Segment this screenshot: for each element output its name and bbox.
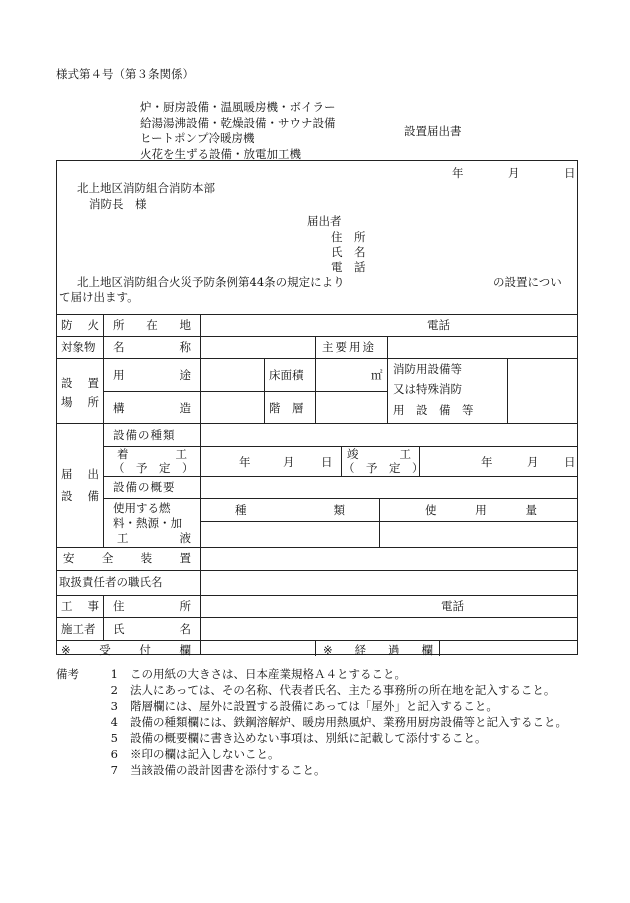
completion-label: 竣 工	[347, 447, 411, 461]
structure-label: 構 造	[113, 401, 191, 415]
use-label: 用 途	[113, 368, 191, 382]
notes: 備考 1 この用紙の大きさは、日本産業規格Ａ４とすること。 2 法人にあっては、その名称、代表者氏名、主たる事務所の所在地を記入すること。 3 階層欄には、屋外に設置する設備にあっては「屋外」と記入すること。 4 設備の種類欄には、鉄鋼溶解炉、暖房用熱風炉、業務用厨房設備等と記入すること。 5 設備の概要欄に書き込めない事項は、別紙に記載して添付すること。 6 ※印の欄は記入しないこと。 7 当該設備の設計図書を添付すること。	[56, 666, 586, 778]
overview-label: 設備の概要	[113, 480, 176, 494]
note-item: この用紙の大きさは、日本産業規格Ａ４とすること。	[130, 667, 406, 681]
subject-line: ヒートポンプ冷暖房機	[140, 131, 255, 145]
note-item: 設備の種類欄には、鉄鋼溶解炉、暖房用熱風炉、業務用厨房設備等と記入すること。	[130, 715, 567, 729]
contractor-name-label: 氏 名	[113, 622, 191, 636]
note-item: ※印の欄は記入しないこと。	[130, 747, 280, 761]
applicant-address[interactable]: 住 所	[331, 230, 366, 244]
addressee-chief: 消防長 様	[89, 197, 147, 211]
floor-area-label: 床面積	[269, 368, 304, 382]
note-item: 当該設備の設計図書を添付すること。	[130, 763, 326, 777]
site-label-2: 場 所	[61, 395, 99, 409]
subject-lines	[140, 100, 336, 162]
sqm-unit: ㎡	[371, 368, 383, 382]
completion-month[interactable]: 月	[527, 455, 539, 469]
contractor-phone-label: 電話	[441, 599, 464, 613]
manager-label: 取扱責任者の職氏名	[59, 575, 163, 589]
progress-label: ※ 経 過 欄	[323, 643, 433, 657]
fuel-label-3: 工 液	[117, 531, 191, 545]
completion-planned: （ 予 定 ）	[343, 461, 424, 475]
name-label: 名 称	[113, 340, 191, 354]
notes-heading: 備考	[56, 667, 79, 681]
applicant-phone[interactable]: 電 話	[331, 260, 366, 274]
fire-equipment-label-2: 又は特殊消防	[393, 382, 462, 396]
start-year[interactable]: 年	[239, 455, 251, 469]
fire-equipment-label-3: 用 設 備 等	[393, 403, 474, 417]
completion-year[interactable]: 年	[481, 455, 493, 469]
date-day[interactable]: 日	[564, 166, 576, 180]
subject-line: 火花を生ずる設備・放電加工機	[140, 146, 301, 161]
date-month[interactable]: 月	[508, 166, 520, 180]
target-label-2: 対象物	[61, 340, 96, 354]
body-line1: 北上地区消防組合火災予防条例第44条の規定により	[77, 275, 345, 289]
reception-label: ※ 受 付 欄	[61, 643, 191, 657]
kind-header: 種 類	[235, 503, 345, 517]
target-label: 防 火	[61, 318, 99, 332]
device-type-label: 設備の種類	[113, 428, 176, 442]
contractor-address-label: 住 所	[113, 599, 191, 613]
subject-line: 炉・厨房設備・温風暖房機・ボイラー	[140, 100, 336, 114]
device-label-2: 設 備	[61, 489, 99, 503]
note-item: 階層欄には、屋外に設置する設備にあっては「屋外」と記入すること。	[130, 699, 498, 713]
note-item: 設備の概要欄に書き込めない事項は、別紙に記載して添付すること。	[130, 731, 487, 745]
floors-label: 階 層	[269, 401, 304, 415]
device-label: 届 出	[61, 467, 99, 481]
target-phone-label: 電話	[427, 318, 450, 332]
start-day[interactable]: 日	[321, 455, 333, 469]
date-year[interactable]: 年	[452, 166, 464, 180]
usage-amount-header: 使 用 量	[425, 503, 537, 517]
completion-day[interactable]: 日	[564, 455, 576, 469]
fuel-label-1: 使用する燃	[113, 501, 171, 515]
addressee-org: 北上地区消防組合消防本部	[77, 181, 215, 195]
site-label: 設 置	[61, 376, 99, 390]
location-label: 所 在 地	[113, 318, 191, 332]
note-item: 法人にあっては、その名称、代表者氏名、主たる事務所の所在地を記入すること。	[130, 683, 556, 697]
contractor-label: 工 事	[61, 599, 99, 613]
contractor-label-2: 施工者	[61, 622, 96, 636]
safety-label: 安 全 装 置	[63, 551, 191, 565]
applicant-name[interactable]: 氏 名	[331, 245, 366, 259]
start-label: 着 工	[117, 447, 187, 461]
form-id: 様式第４号（第３条関係）	[56, 67, 194, 81]
fuel-label-2: 料・熱源・加	[113, 516, 182, 530]
doc-title: 設置届出書	[404, 124, 462, 138]
main-use-label: 主要用途	[322, 340, 376, 354]
start-planned: （ 予 定 ）	[113, 461, 194, 475]
application-form	[56, 160, 578, 655]
subject-line: 給湯湯沸設備・乾燥設備・サウナ設備	[140, 115, 336, 130]
applicant-label: 届出者	[307, 214, 342, 228]
body-line2: て届け出ます。	[59, 290, 139, 304]
body-line1-end: の設置につい	[493, 275, 562, 289]
fire-equipment-label-1: 消防用設備等	[393, 362, 462, 376]
start-month[interactable]: 月	[283, 455, 295, 469]
